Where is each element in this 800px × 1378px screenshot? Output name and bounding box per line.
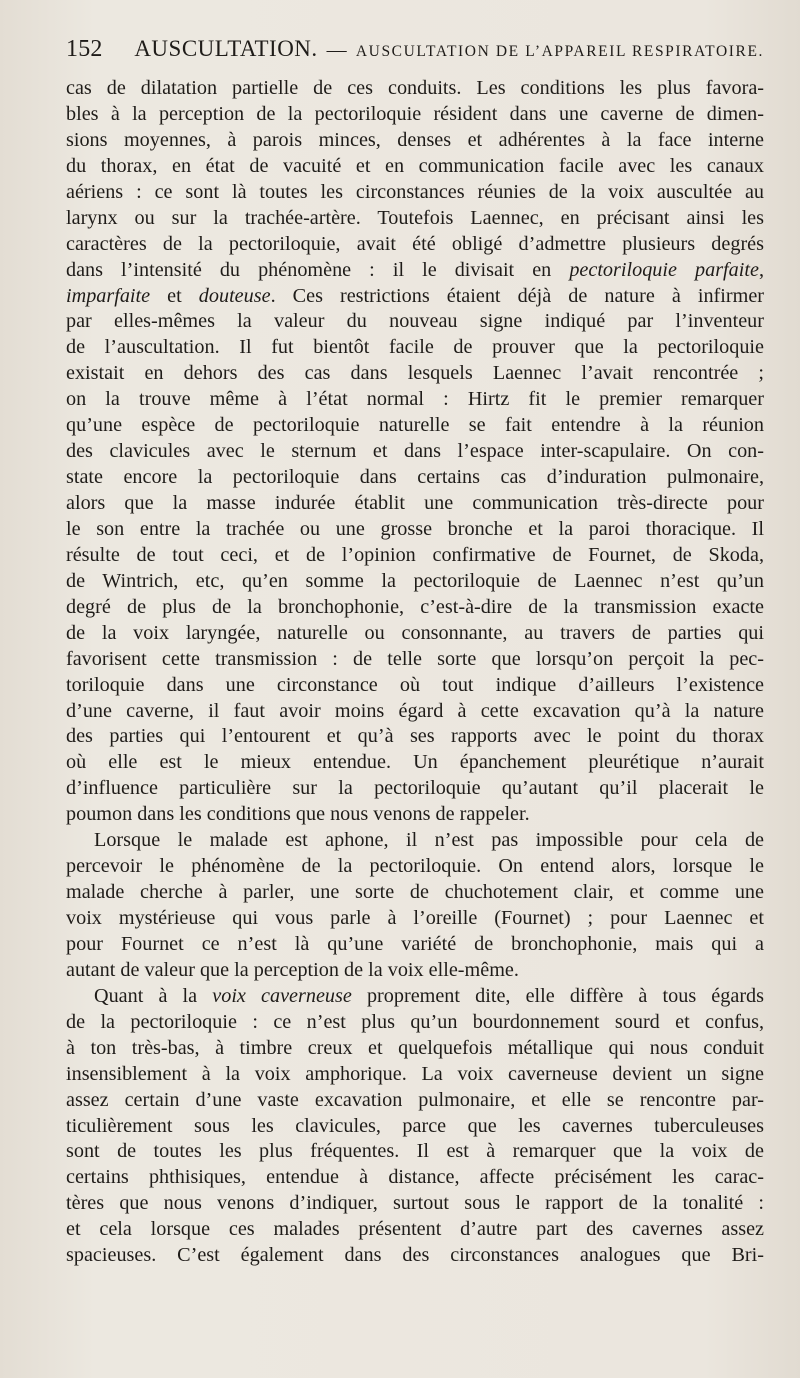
text-line <box>66 258 764 284</box>
text-line: de la pectoriloquie : ce n’est plus qu’un bourdonnement sourd et confus, <box>66 1010 764 1033</box>
text-line: poumon dans les conditions que nous venons de rappeler. <box>66 803 530 826</box>
text-line: pour Fournet ce n’est là qu’une variété de bronchophonie, mais qui a <box>66 932 764 955</box>
text-line: de l’auscultation. Il fut bientôt facile de prouver que la pectoriloquie <box>66 336 764 359</box>
text-line: des clavicules avec le sternum et dans l’espace inter-scapulaire. On con- <box>66 440 764 463</box>
running-subtitle: AUSCULTATION DE L’APPAREIL RESPIRATOIRE. <box>355 43 764 60</box>
text-line: malade cherche à parler, une sorte de chuchotement clair, et comme une <box>66 881 764 904</box>
text-segment: . Ces restrictions étaient déjà de nature à infirmer <box>270 284 764 307</box>
italic-term: imparfaite <box>66 284 151 307</box>
text-line: toriloquie dans une circonstance où tout indique d’ailleurs l’existence <box>66 673 764 696</box>
text-line <box>66 984 764 1010</box>
text-line: sions moyennes, à parois minces, denses et adhérentes à la face interne <box>66 128 764 151</box>
text-line: du thorax, en état de vacuité et en communication facile avec les canaux <box>66 154 764 177</box>
text-line: on la trouve même à l’état normal : Hirtz fit le premier remarquer <box>66 388 764 411</box>
text-line: aériens : ce sont là toutes les circonstances réunies de la voix auscultée au <box>66 180 764 203</box>
text-line: d’influence particulière sur la pectoriloquie qu’autant qu’il placerait le <box>66 777 764 800</box>
text-line: de Wintrich, etc, qu’en somme la pectoriloquie de Laennec n’est qu’un <box>66 569 764 592</box>
text-line: alors que la masse indurée établit une communication très-directe pour <box>66 492 764 514</box>
text-line: qu’une espèce de pectoriloquie naturelle se fait entendre à la réunion <box>66 414 764 437</box>
text-line: à ton très-bas, à timbre creux et quelquefois métallique qui nous conduit <box>66 1036 764 1059</box>
text-line: cas de dilatation partielle de ces conduits. Les conditions les plus favora- <box>66 77 764 99</box>
text-line: résulte de tout ceci, et de l’opinion confirmative de Fournet, de Skoda, <box>66 543 764 566</box>
text-line: percevoir le phénomène de la pectoriloquie. On entend alors, lorsque le <box>66 855 764 878</box>
text-line: existait en dehors des cas dans lesquels Laennec l’avait rencontrée ; <box>66 362 764 385</box>
text-segment: Quant à la <box>94 984 213 1007</box>
text-line: bles à la perception de la pectoriloquie résident dans une caverne de dimen- <box>66 102 764 125</box>
text-line: autant de valeur que la perception de la voix elle-même. <box>66 958 519 981</box>
text-segment: proprement dite, elle diffère à tous égards <box>351 984 764 1007</box>
text-line: voix mystérieuse qui vous parle à l’oreille (Fournet) ; pour Laennec et <box>66 907 764 929</box>
text-line: le son entre la trachée ou une grosse bronche et la paroi thoracique. Il <box>66 517 764 540</box>
text-line: certains phthisiques, entendue à distance, affecte précisément les carac- <box>66 1166 764 1189</box>
italic-term: pectoriloquie parfaite <box>569 258 759 281</box>
running-head <box>66 36 764 76</box>
italic-term: voix caverneuse <box>212 984 352 1007</box>
italic-term: douteuse <box>198 284 271 307</box>
text-line: state encore la pectoriloquie dans certains cas d’induration pulmonaire, <box>66 466 764 489</box>
text-line: insensiblement à la voix amphorique. La voix caverneuse devient un signe <box>66 1062 764 1085</box>
text-line: caractères de la pectoriloquie, avait été obligé d’admettre plusieurs degrés <box>66 232 764 255</box>
text-line: spacieuses. C’est également dans des circonstances analogues que Bri- <box>66 1244 764 1267</box>
body-text <box>66 76 764 1269</box>
text-segment: et <box>150 284 199 307</box>
text-line: favorisent cette transmission : de telle sorte que lorsqu’on perçoit la pec- <box>66 647 764 670</box>
text-line: assez certain d’une vaste excavation pulmonaire, et elle se rencontre par- <box>66 1088 764 1111</box>
text-line: Lorsque le malade est aphone, il n’est pas impossible pour cela de <box>94 829 764 852</box>
text-line: larynx ou sur la trachée-artère. Toutefois Laennec, en précisant ainsi les <box>66 206 764 229</box>
text-line: sont de toutes les plus fréquentes. Il est à remarquer que la voix de <box>66 1140 764 1163</box>
text-line <box>66 284 764 310</box>
text-line: par elles-mêmes la valeur du nouveau signe indiqué par l’inventeur <box>66 310 764 333</box>
text-line: ticulièrement sous les clavicules, parce que les cavernes tuberculeuses <box>66 1114 764 1137</box>
text-line: de la voix laryngée, naturelle ou consonnante, au travers de parties qui <box>66 621 764 644</box>
text-segment: dans l’intensité du phénomène : il le divisait en <box>66 258 570 281</box>
text-line: et cela lorsque ces malades présentent d’autre part des cavernes assez <box>66 1218 764 1241</box>
text-segment: , <box>758 258 764 281</box>
text-line: degré de plus de la bronchophonie, c’est-à-dire de la transmission exacte <box>66 595 764 618</box>
text-line: des parties qui l’entourent et qu’à ses rapports avec le point du thorax <box>66 725 764 748</box>
header-dash: — <box>326 39 347 61</box>
text-line: où elle est le mieux entendue. Un épanchement pleurétique n’aurait <box>66 751 764 774</box>
page-number: 152 <box>66 36 103 62</box>
running-title: AUSCULTATION. <box>134 36 318 61</box>
text-line: d’une caverne, il faut avoir moins égard à cette excavation qu’à la nature <box>66 699 764 722</box>
text-line: tères que nous venons d’indiquer, surtout sous le rapport de la tonalité : <box>66 1192 764 1215</box>
